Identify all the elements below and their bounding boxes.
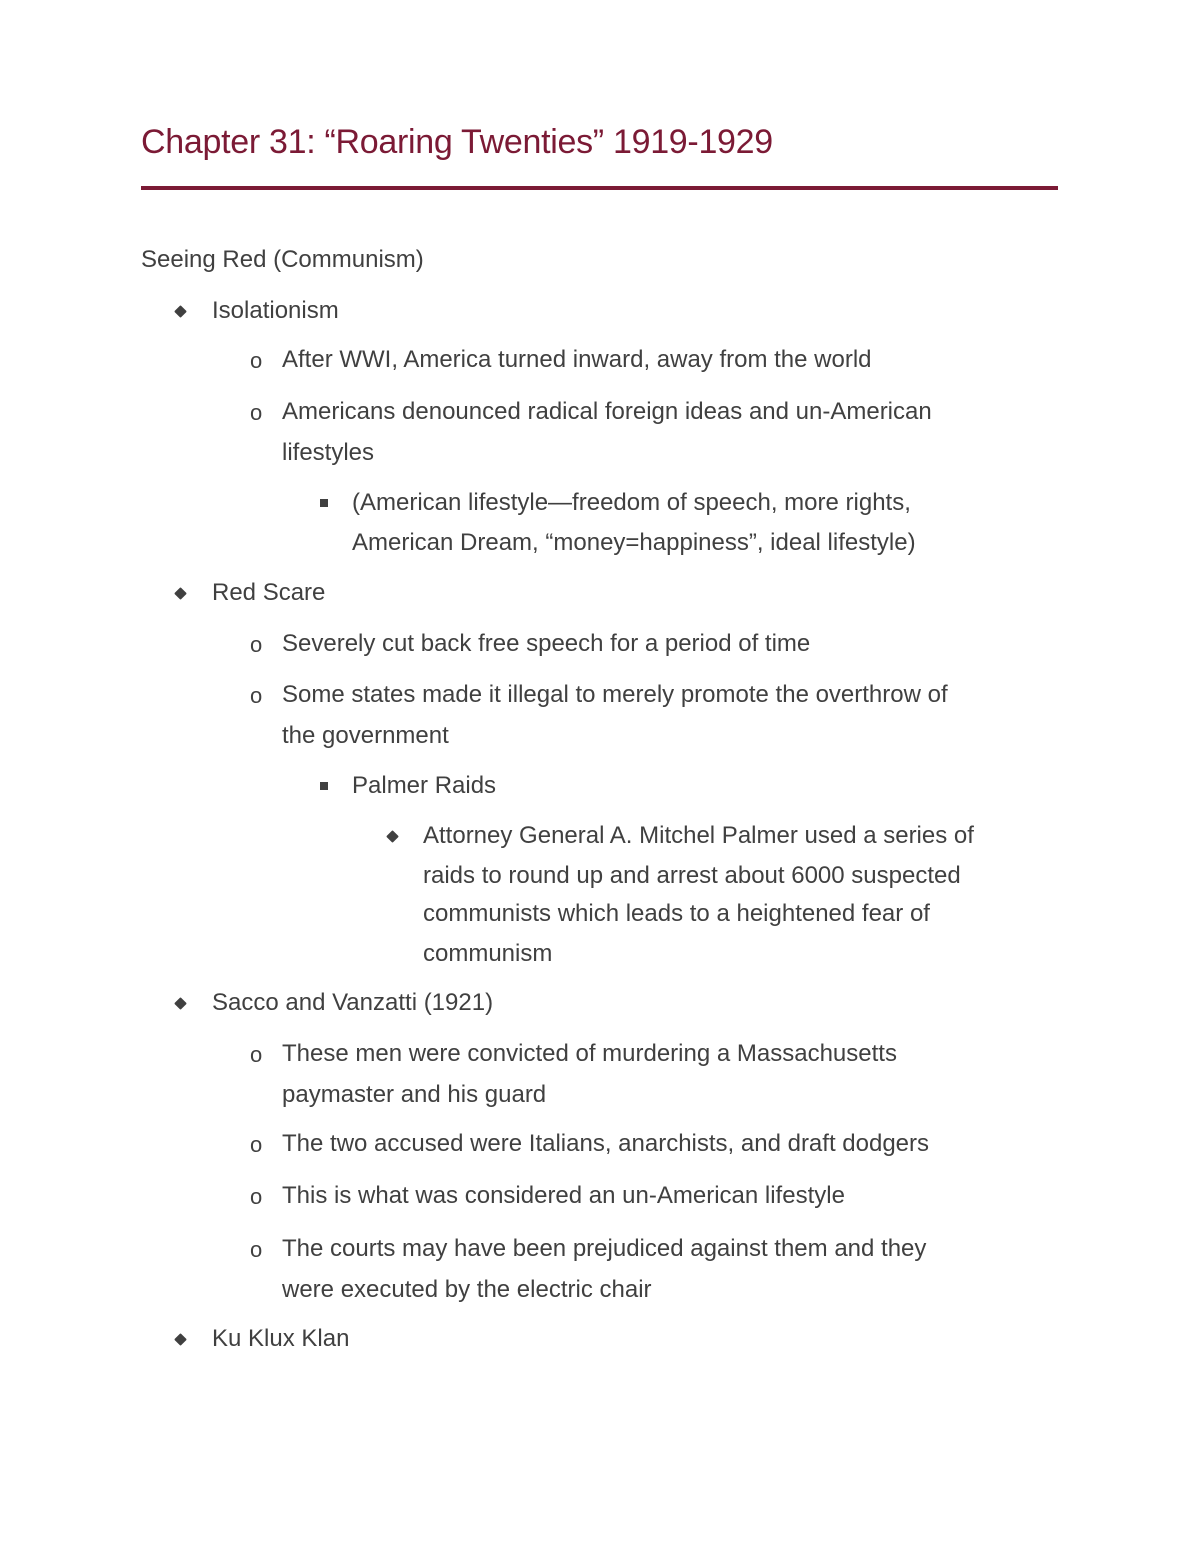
title-underline-rule — [141, 186, 1058, 190]
outline-line-level-1: Isolationism — [212, 297, 339, 324]
outline-line-level-1: Sacco and Vanzatti (1921) — [212, 989, 494, 1016]
outline-line-level-4: communists which leads to a heightened fear of — [423, 900, 930, 927]
bullet-circle-icon: o — [250, 683, 263, 708]
bullet-square-icon — [320, 499, 328, 507]
outline-line-level-2: This is what was considered an un-American lifestyle — [282, 1182, 845, 1209]
section-heading: Seeing Red (Communism) — [141, 246, 424, 273]
bullet-square-icon — [320, 782, 328, 790]
outline-line-level-2: These men were convicted of murdering a Massachusetts — [282, 1040, 897, 1067]
bullet-diamond-icon — [174, 1333, 187, 1346]
outline-line-level-1: Ku Klux Klan — [212, 1325, 350, 1352]
outline-line-level-1: Red Scare — [212, 579, 326, 606]
outline-line-level-4: communism — [423, 940, 553, 967]
bullet-diamond-icon — [174, 305, 187, 318]
outline-line-level-2: paymaster and his guard — [282, 1081, 547, 1108]
outline-line-level-2: Severely cut back free speech for a period of time — [282, 630, 811, 657]
bullet-circle-icon: o — [250, 632, 263, 657]
outline-line-level-2: Some states made it illegal to merely promote the overthrow of — [282, 681, 948, 708]
outline-line-level-3: (American lifestyle—freedom of speech, more rights, — [352, 489, 911, 516]
outline-line-level-2: The two accused were Italians, anarchists, and draft dodgers — [282, 1130, 930, 1157]
outline-line-level-2: The courts may have been prejudiced against them and they — [282, 1235, 927, 1262]
bullet-circle-icon: o — [250, 348, 263, 373]
bullet-circle-icon: o — [250, 1237, 263, 1262]
page-title: Chapter 31: “Roaring Twenties” 1919-1929 — [141, 123, 773, 161]
bullet-diamond-icon — [174, 587, 187, 600]
outline-line-level-2: were executed by the electric chair — [282, 1276, 652, 1303]
bullet-diamond-icon — [386, 830, 399, 843]
outline-line-level-4: Attorney General A. Mitchel Palmer used a series of — [423, 822, 974, 849]
bullet-circle-icon: o — [250, 400, 263, 425]
outline-line-level-4: raids to round up and arrest about 6000 suspected — [423, 862, 961, 889]
outline-line-level-3: Palmer Raids — [352, 772, 497, 799]
bullet-circle-icon: o — [250, 1042, 263, 1067]
outline-line-level-3: American Dream, “money=happiness”, ideal lifestyle) — [352, 529, 916, 556]
outline-line-level-2: After WWI, America turned inward, away from the world — [282, 346, 872, 373]
bullet-circle-icon: o — [250, 1184, 263, 1209]
outline-line-level-2: the government — [282, 722, 449, 749]
outline-line-level-2: Americans denounced radical foreign ideas and un-American — [282, 398, 932, 425]
bullet-circle-icon: o — [250, 1132, 263, 1157]
outline-line-level-2: lifestyles — [282, 439, 375, 466]
bullet-diamond-icon — [174, 997, 187, 1010]
